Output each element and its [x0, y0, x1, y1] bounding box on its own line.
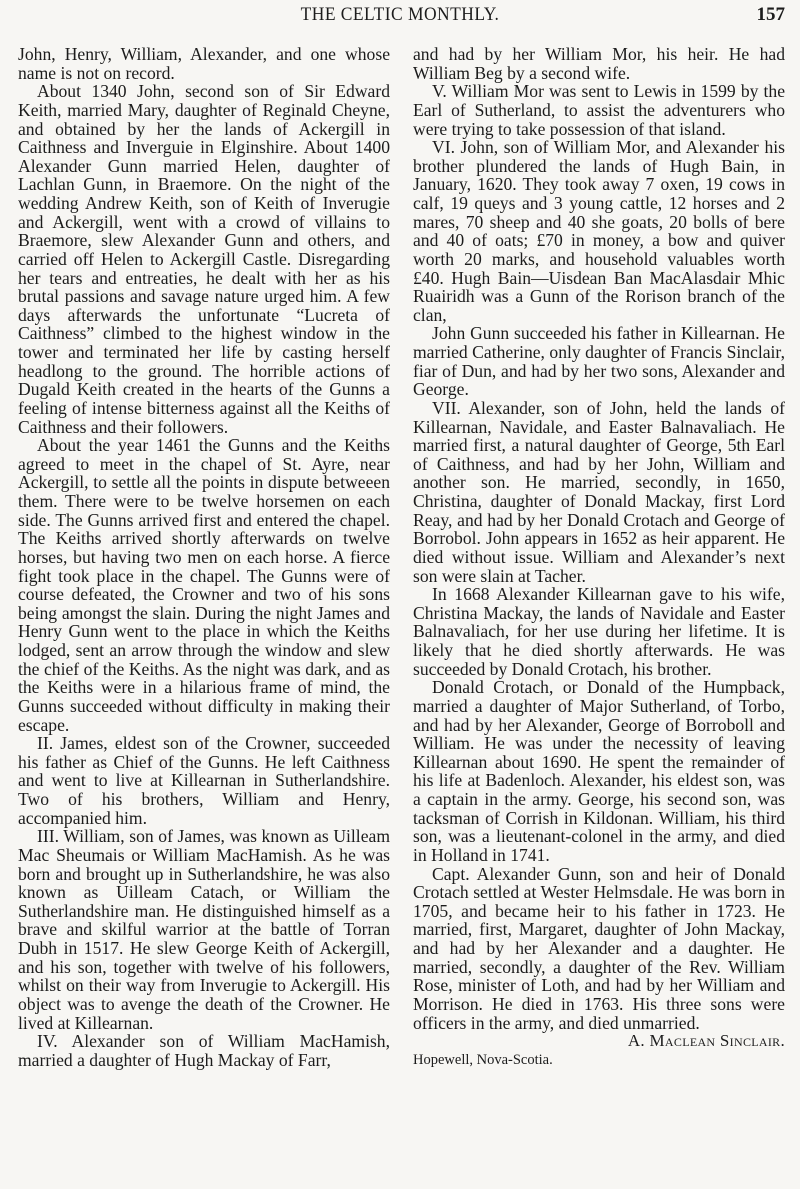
paragraph: III. William, son of James, was known as Uilleam Mac Sheumais or William MacHamish. As he was born and brought up in Sutherlandshire, he was also known as Uilleam Catach, or William the Sutherlandshire man. He distinguished himself as a brave and skilful warrior at the battle of Torran Dubh in 1517. He slew George Keith of Ackergill, and his son, together with twelve of his followers, whilst on their way from Inverugie to Ackergill. His object was to avenge the death of the Crowner. He lived at Killearnan. [18, 826, 390, 1033]
paragraph: John Gunn succeeded his father in Killearnan. He married Catherine, only daughter of Francis Sinclair, fiar of Dun, and had by her two sons, Alexander and George. [413, 323, 785, 400]
page-number: 157 [756, 4, 785, 25]
paragraph: Capt. Alexander Gunn, son and heir of Donald Crotach settled at Wester Helmsdale. He was born in 1705, and became heir to his father in 1723. He married, first, Margaret, daughter of John Mackay, and had by her Alexander and a daughter. He married, secondly, a daughter of the Rev. William Rose, minister of Loth, and had by her William and Morrison. He died in 1763. His three sons were officers in the army, and died unmarried. [413, 863, 785, 1033]
paragraph: V. William Mor was sent to Lewis in 1599 by the Earl of Sutherland, to assist the adventurers who were trying to take possession of that island. [413, 81, 785, 139]
paragraph: IV. Alexander son of William MacHamish, married a daughter of Hugh Mackay of Farr, [18, 1031, 390, 1070]
right-column [413, 45, 785, 1069]
paragraph: Donald Crotach, or Donald of the Humpback, married a daughter of Major Sutherland, of Torbo, and had by her Alexander, George of Borroboll and William. He was under the necessity of leaving Killearnan about 1690. He spent the remainder of his life at Badenloch. Alexander, his eldest son, was a captain in the army. George, his second son, was tacksman of Corrish in Kildonan. William, his third son, was a lieutenant-colonel in the army, and died in Holland in 1741. [413, 677, 785, 865]
running-title: THE CELTIC MONTHLY. [300, 4, 500, 25]
paragraph: About the year 1461 the Gunns and the Keiths agreed to meet in the chapel of St. Ayre, near Ackergill, to settle all the points in dispute betweeen them. There were to be twelve horsemen on each side. The Gunns arrived first and entered the chapel. The Keiths arrived shortly afterwards on twelve horses, but having two men on each horse. A fierce fight took place in the chapel. The Gunns were of course defeated, the Crowner and two of his sons being amongst the slain. During the night James and Henry Gunn went to the place in which the Keiths lodged, sent an arrow through the window and slew the chief of the Keiths. As the night was dark, and as the Keiths were in a hilarious frame of mind, the Gunns succeeded without difficulty in making their escape. [18, 435, 390, 735]
paragraph: John, Henry, William, Alexander, and one whose name is not on record. [18, 44, 390, 83]
running-head [0, 4, 800, 28]
author-signature: A. Maclean Sinclair. [627, 1031, 785, 1051]
paragraph: VI. John, son of William Mor, and Alexander his brother plundered the lands of Hugh Bain, in January, 1620. They took away 7 oxen, 19 cows in calf, 19 queys and 3 young cattle, 12 horses and 2 mares, 70 sheep and 40 she goats, 20 bolls of bere and 40 of oats; £70 in money, a bow and quiver worth 20 marks, and household valuables worth £40. Hugh Bain—Uisdean Ban MacAlasdair Mhic Ruairidh was a Gunn of the Rorison branch of the clan, [413, 137, 785, 325]
paragraph: II. James, eldest son of the Crowner, succeeded his father as Chief of the Gunns. He left Caithness and went to live at Killearnan in Sutherlandshire. Two of his brothers, William and Henry, accompanied him. [18, 733, 390, 828]
paragraph: In 1668 Alexander Killearnan gave to his wife, Christina Mackay, the lands of Navidale and Easter Balnavaliach, for her use during her lifetime. It is likely that he died shortly afterwards. He was succeeded by Donald Crotach, his brother. [413, 584, 785, 679]
paragraph: About 1340 John, second son of Sir Edward Keith, married Mary, daughter of Reginald Cheyne, and obtained by her the lands of Ackergill in Caithness and Inverguie in Elginshire. About 1400 Alexander Gunn married Helen, daughter of Lachlan Gunn, in Braemore. On the night of the wedding Andrew Keith, son of Keith of Inverugie and Ackergill, went with a crowd of villains to Braemore, slew Alexander Gunn and others, and carried off Helen to Ackergill Castle. Disregarding her tears and entreaties, he dealt with her as his brutal passions and savage nature urged him. A few days afterwards the unfortunate “Lucreta of Caithness” climbed to the highest window in the tower and terminated her life by casting herself headlong to the ground. The horrible actions of Dugald Keith created in the hearts of the Gunns a feeling of intense bitterness against all the Keiths of Caithness and their followers. [18, 81, 390, 437]
paragraph: and had by her William Mor, his heir. He had William Beg by a second wife. [413, 44, 785, 83]
paragraph: VII. Alexander, son of John, held the lands of Killearnan, Navidale, and Easter Balnavaliach. He married first, a natural daughter of George, 5th Earl of Caithness, and had by her John, William and another son. He married, secondly, in 1650, Christina, daughter of Donald Mackay, first Lord Reay, and had by her Donald Crotach and George of Borrobol. John appears in 1652 as heir apparent. He died without issue. William and Alexander’s next son were slain at Tacher. [413, 397, 785, 586]
left-column [18, 45, 390, 1069]
dateline: Hopewell, Nova-Scotia. [413, 1051, 553, 1068]
